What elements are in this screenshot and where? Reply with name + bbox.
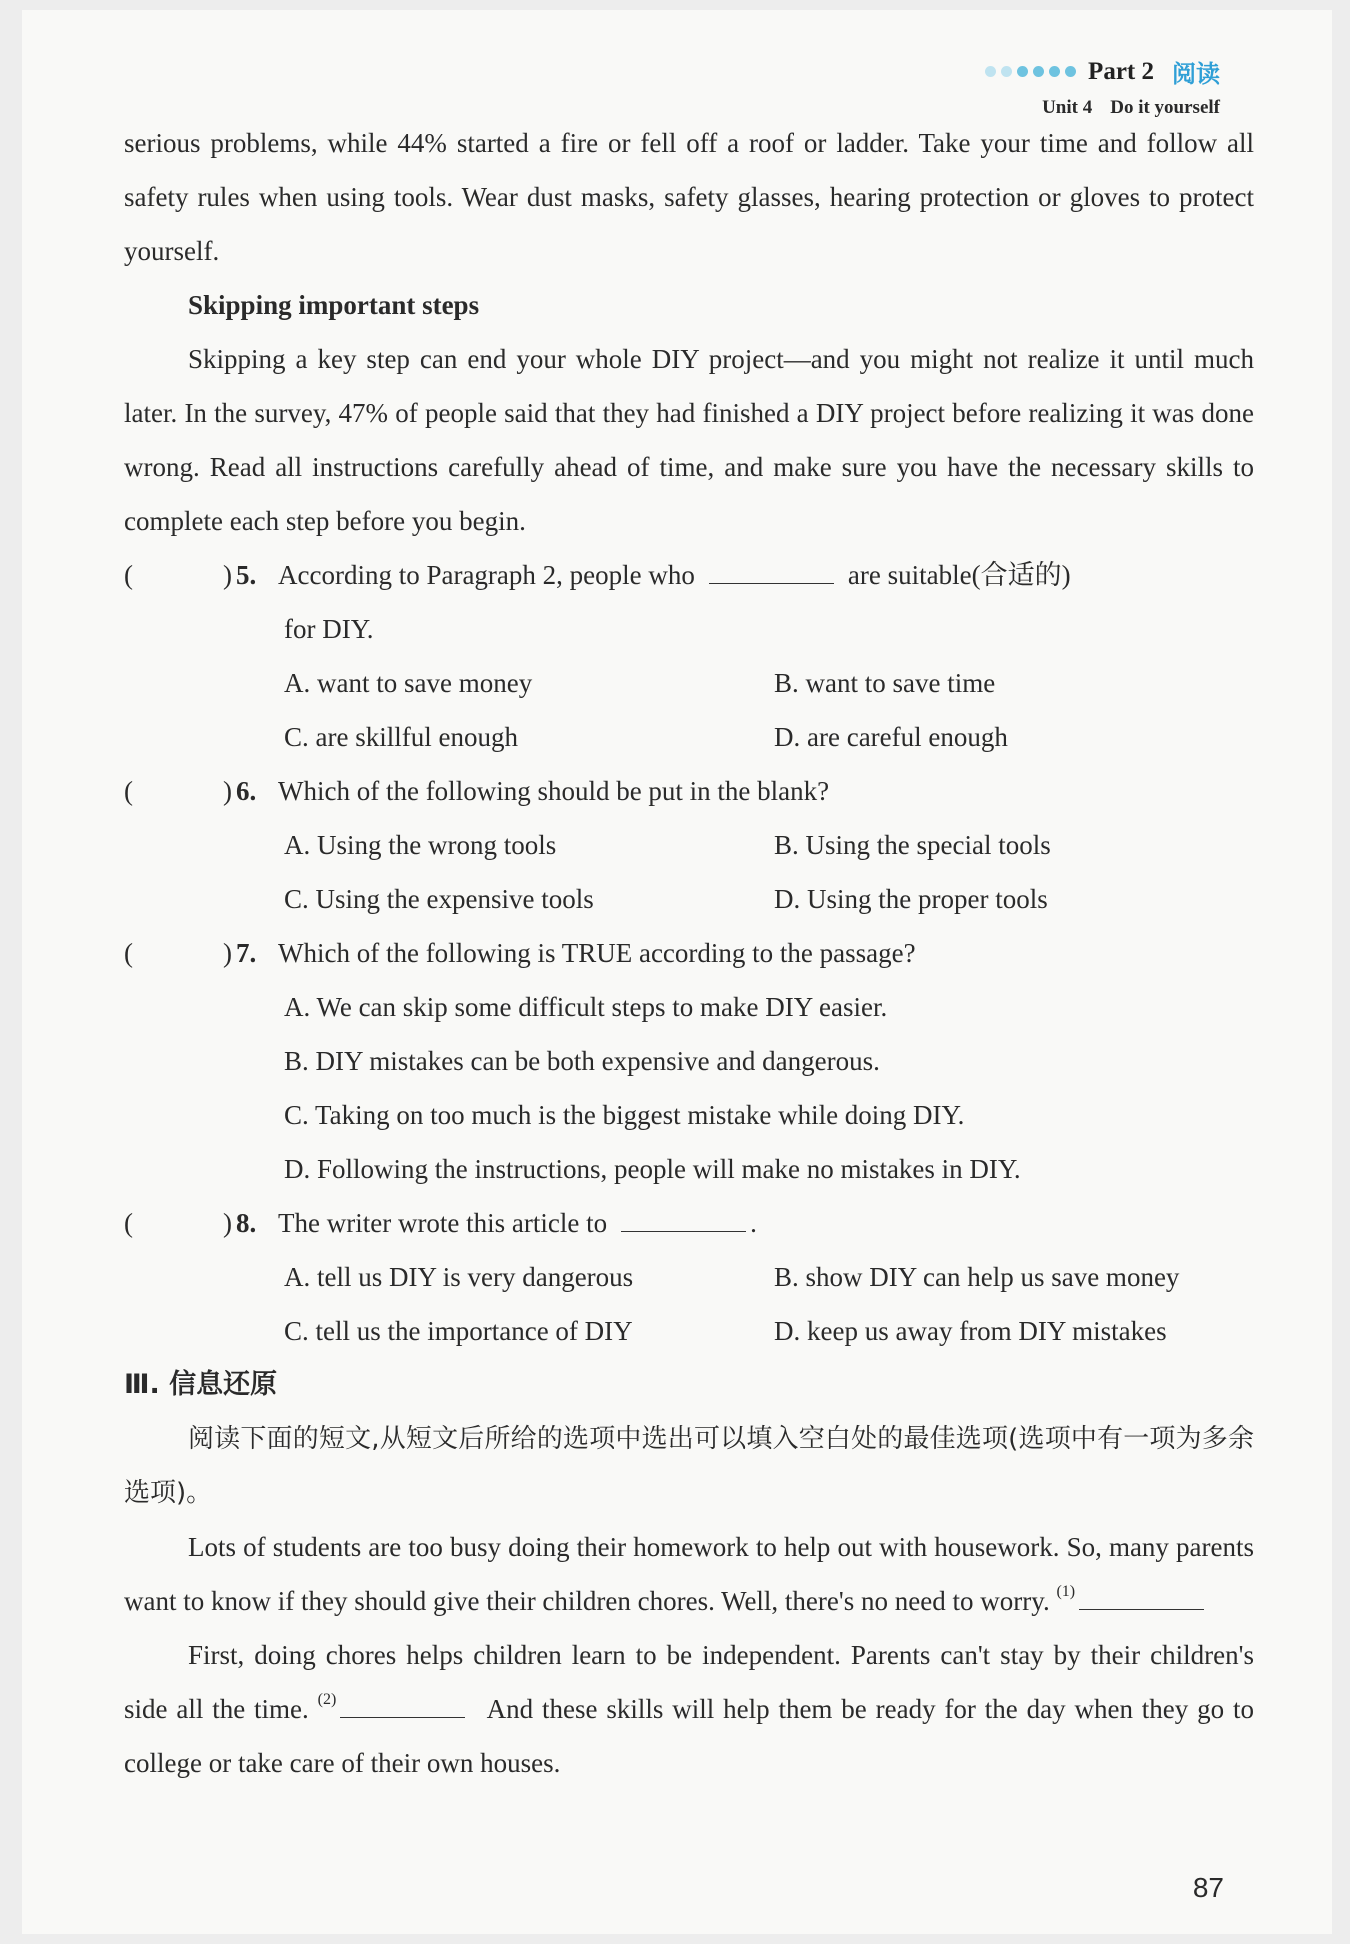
option-a[interactable]: A. Using the wrong tools <box>284 830 557 860</box>
option-b[interactable]: B. DIY mistakes can be both expensive and dangerous. <box>284 1046 880 1076</box>
option-b[interactable]: B. Using the special tools <box>774 830 1051 860</box>
option-c[interactable]: C. tell us the importance of DIY <box>284 1316 633 1346</box>
decorative-dots <box>985 66 1076 77</box>
question-text: Which of the following is TRUE according to the passage? <box>278 938 916 968</box>
answer-bracket[interactable]: ( ) <box>124 938 232 968</box>
fill-blank-1[interactable] <box>1079 1579 1204 1610</box>
page-number: 87 <box>1192 1872 1224 1903</box>
blank-number: (2) <box>317 1691 337 1708</box>
option-c[interactable]: C. Taking on too much is the biggest mistake while doing DIY. <box>284 1100 965 1130</box>
question-text: According to Paragraph 2, people who <box>278 560 695 590</box>
option-d[interactable]: D. are careful enough <box>774 722 1008 752</box>
question-8 <box>124 1196 1254 1358</box>
question-text: The writer wrote this article to <box>278 1208 608 1238</box>
option-a[interactable]: A. want to save money <box>284 668 533 698</box>
question-number: 6. <box>236 776 257 806</box>
unit-label: Unit 4 <box>1042 97 1093 118</box>
paragraph-text: And these skills will help them be ready for the day when they go to college or take care of their own houses. <box>124 1694 1255 1778</box>
part-cn-label: 阅读 <box>1172 60 1220 88</box>
paragraph: Skipping a key step can end your whole DIY project—and you might not realize it until much later. In the survey, 47% of people said that they had finished a DIY project before realizing it was done wrong. Read all instructions carefully ahead of time, and make sure you have the necessary skills to complete each step before you begin. <box>124 344 1254 536</box>
option-c[interactable]: C. are skillful enough <box>284 722 518 752</box>
question-number: 8. <box>236 1208 257 1238</box>
option-c[interactable]: C. Using the expensive tools <box>284 884 594 914</box>
option-d[interactable]: D. Following the instructions, people will make no mistakes in DIY. <box>284 1154 1021 1184</box>
page <box>22 10 1332 1934</box>
option-a[interactable]: A. We can skip some difficult steps to make DIY easier. <box>284 992 888 1022</box>
subheading: Skipping important steps <box>188 290 480 320</box>
main-content <box>124 116 1254 1790</box>
paragraph: serious problems, while 44% started a fire or fell off a roof or ladder. Take your time and follow all safety rules when using tools. Wear dust masks, safety glasses, hearing protection or gloves to protect yourself. <box>124 128 1254 266</box>
question-text: are suitable(合适的) <box>847 560 1071 590</box>
option-d[interactable]: D. Using the proper tools <box>774 884 1048 914</box>
option-a[interactable]: A. tell us DIY is very dangerous <box>284 1262 634 1292</box>
instruction-text: 阅读下面的短文,从短文后所给的选项中选出可以填入空白处的最佳选项(选项中有一项为多余选项)。 <box>124 1424 1254 1508</box>
question-number: 7. <box>236 938 257 968</box>
section-title: Ⅲ. 信息还原 <box>124 1369 278 1400</box>
fill-blank <box>621 1201 746 1232</box>
unit-title: Do it yourself <box>1110 97 1220 118</box>
answer-bracket[interactable]: ( ) <box>124 560 232 590</box>
answer-bracket[interactable]: ( ) <box>124 1208 232 1238</box>
question-number: 5. <box>236 560 257 590</box>
question-5 <box>124 548 1254 764</box>
page-header <box>985 54 1220 119</box>
question-7 <box>124 926 1254 1196</box>
paragraph <box>124 1628 1254 1790</box>
fill-blank <box>709 553 834 584</box>
question-6 <box>124 764 1254 926</box>
part-label: Part 2 <box>1088 57 1154 85</box>
paragraph-text: First, doing chores helps children learn to be independent. Parents can't stay by their children's side all the time. <box>124 1640 1254 1724</box>
paragraph <box>124 1520 1254 1628</box>
question-end-punct: . <box>750 1208 757 1238</box>
question-text: Which of the following should be put in the blank? <box>278 776 830 806</box>
option-b[interactable]: B. want to save time <box>774 668 996 698</box>
blank-number: (1) <box>1056 1583 1076 1600</box>
answer-bracket[interactable]: ( ) <box>124 776 232 806</box>
option-b[interactable]: B. show DIY can help us save money <box>774 1262 1180 1292</box>
fill-blank-2[interactable] <box>340 1687 465 1718</box>
paragraph-text: Lots of students are too busy doing their homework to help out with housework. So, many parents want to know if they should give their children chores. Well, there's no need to worry. <box>124 1532 1254 1616</box>
option-d[interactable]: D. keep us away from DIY mistakes <box>774 1316 1167 1346</box>
question-text-line2: for DIY. <box>284 614 374 644</box>
